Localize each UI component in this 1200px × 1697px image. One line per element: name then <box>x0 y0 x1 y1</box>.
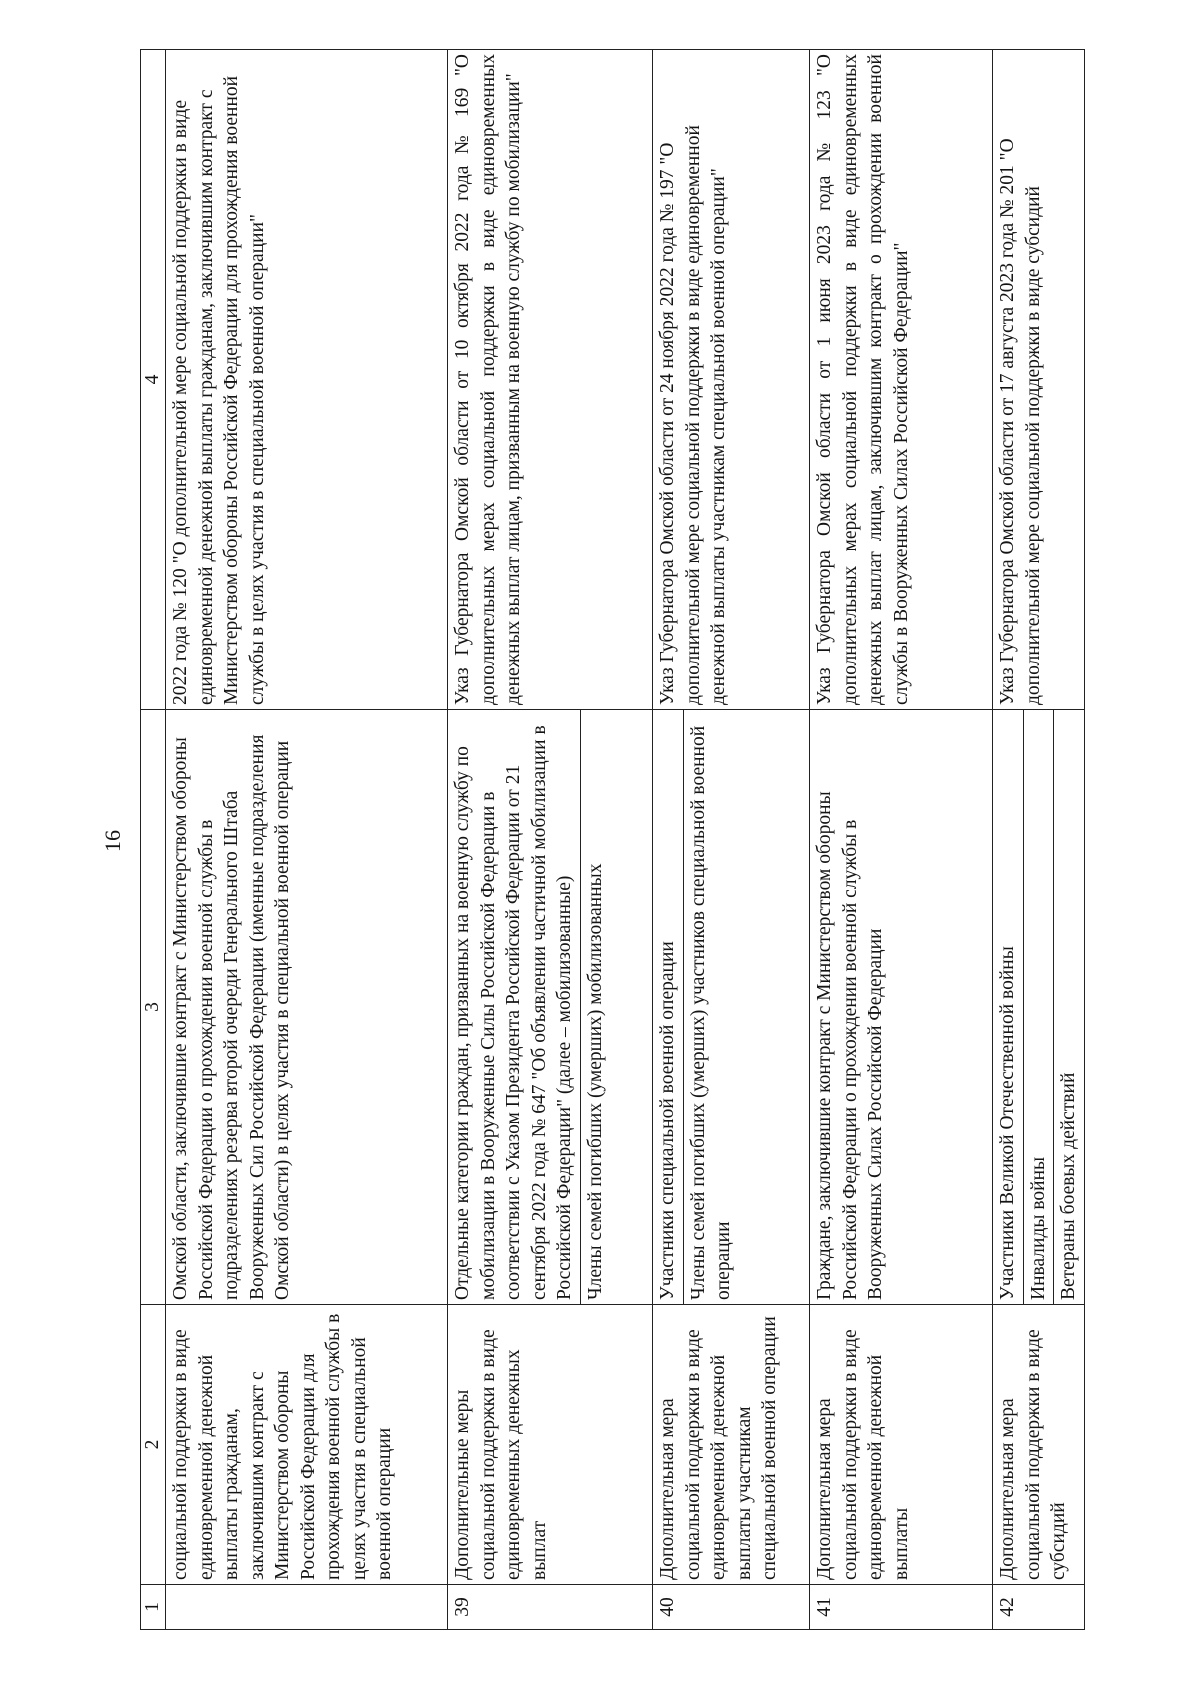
category-item: Отдельные категории граждан, призванных на военную службу по мобилизации в Вооруженные Силы Российской Федерации в соответствии с Указом Президента Российской Федерации от 21 сентября 2022 года № 647 "Об объявлении частичной мобилизации в Российской Федерации" (далее – мобилизованные) <box>452 725 575 1300</box>
measure-cell: Дополнительная мера социальной поддержки в виде единовременной денежной выплаты участникам специальной военной операции <box>653 1305 810 1585</box>
header-cell: 2 <box>141 1305 166 1585</box>
header-row <box>141 50 166 1630</box>
category-item: Участники специальной военной операции <box>657 941 678 1300</box>
header-cell: 1 <box>141 1585 166 1630</box>
category-item: Члены семей погибших (умерших) мобилизованных <box>580 710 611 1304</box>
row-number: 40 <box>653 1585 810 1630</box>
table-row <box>653 50 810 1630</box>
basis-cell: Указ Губернатора Омской области от 10 октября 2022 года № 169 "О дополнительных мерах социальной поддержки в виде единовременных денежных выплат лицам, призванным на военную службу по мобилизации" <box>448 50 653 710</box>
measure-cell: социальной поддержки в виде единовременной денежной выплаты гражданам, заключившим контракт с Министерством обороны Российской Федерации для прохождения военной службы в целях участия в специальной военной операции <box>166 1305 448 1585</box>
basis-cell: Указ Губернатора Омской области от 17 августа 2023 года № 201 "О дополнительной мере социальной поддержки в виде субсидий <box>993 50 1085 710</box>
category-item: Граждане, заключившие контракт с Министерством обороны Российской Федерации о прохождении военной службы в Вооруженных Силах Российской Федерации <box>814 791 886 1300</box>
measure-cell: Дополнительные меры социальной поддержки в виде единовременных денежных выплат <box>448 1305 653 1585</box>
table-row <box>810 50 993 1630</box>
header-cell: 4 <box>141 50 166 710</box>
basis-cell: 2022 года № 120 "О дополнительной мере социальной поддержки в виде единовременной денежной выплаты гражданам, заключившим контракт с Министерством обороны Российской Федерации для прохождения военной службы в целях участия в специальной военной операции" <box>166 50 448 710</box>
category-item: Ветераны боевых действий <box>1053 710 1084 1304</box>
rotated-table-container <box>140 50 1170 1630</box>
row-number: 42 <box>993 1585 1085 1630</box>
row-number: 41 <box>810 1585 993 1630</box>
category-cell <box>448 710 653 1305</box>
table-row <box>166 50 448 1630</box>
table-row <box>448 50 653 1630</box>
header-cell: 3 <box>141 710 166 1305</box>
category-item: Омской области, заключившие контракт с Министерством обороны Российской Федерации о прохождении военной службы в подразделениях резерва второй очереди Генерального Штаба Вооруженных Сил Российской Федерации (именные подразделения Омской области) в целях участия в специальной военной операции <box>170 734 293 1300</box>
row-number <box>166 1585 448 1630</box>
category-item: Участники Великой Отечественной войны <box>997 946 1018 1300</box>
table-row <box>993 50 1085 1630</box>
measure-cell: Дополнительная мера социальной поддержки в виде единовременной денежной выплаты <box>810 1305 993 1585</box>
category-cell <box>653 710 810 1305</box>
category-item: Инвалиды войны <box>1023 710 1054 1304</box>
page-number: 16 <box>100 830 125 852</box>
category-item: Члены семей погибших (умерших) участников специальной военной операции <box>683 710 739 1304</box>
measures-table <box>140 49 1085 1630</box>
category-cell <box>810 710 993 1305</box>
basis-cell: Указ Губернатора Омской области от 1 июня 2023 года № 123 "О дополнительных мерах социальной поддержки в виде единовременных денежных выплат лицам, заключившим контракт о прохождении военной службы в Вооруженных Силах Российской Федерации" <box>810 50 993 710</box>
measure-cell: Дополнительная мера социальной поддержки в виде субсидий <box>993 1305 1085 1585</box>
row-number: 39 <box>448 1585 653 1630</box>
category-cell <box>166 710 448 1305</box>
category-cell <box>993 710 1085 1305</box>
basis-cell: Указ Губернатора Омской области от 24 ноября 2022 года № 197 "О дополнительной мере социальной поддержки в виде единовременной денежной выплаты участникам специальной военной операции" <box>653 50 810 710</box>
